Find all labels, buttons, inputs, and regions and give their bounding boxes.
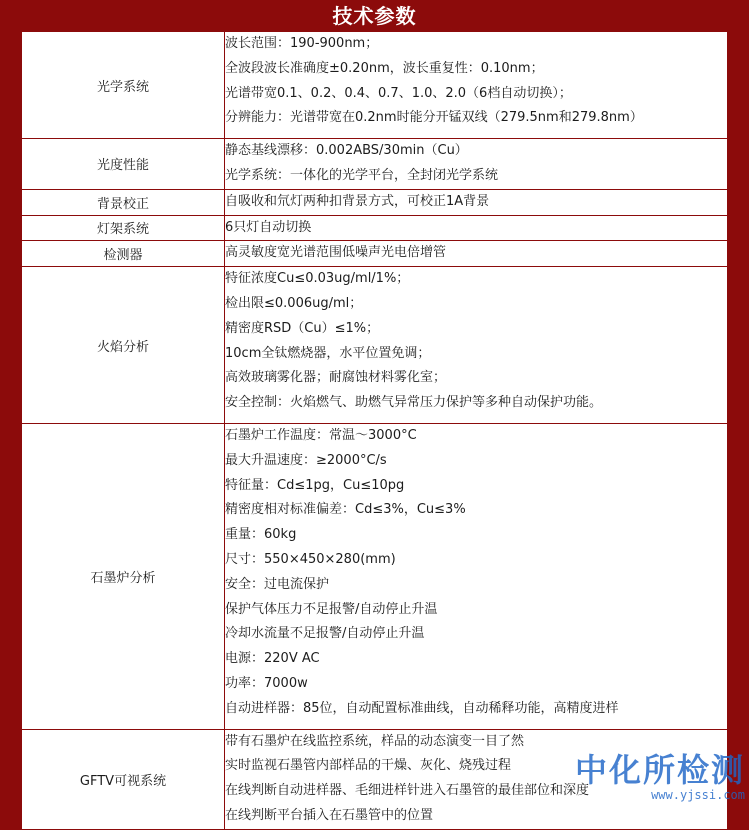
spec-detail-line: 自动进样器：85位，自动配置标准曲线，自动稀释功能，高精度进样 [225, 700, 619, 716]
spec-row [22, 729, 728, 829]
spec-details [225, 139, 728, 190]
spec-detail-line: 特征浓度Cu≤0.03ug/ml/1%； [225, 271, 410, 287]
spec-detail-line: 电源：220V AC [225, 651, 320, 667]
spec-detail-line: 高灵敏度宽光谱范围低噪声光电倍增管 [225, 245, 447, 261]
spec-detail-line: 保护气体压力不足报警/自动停止升温 [225, 601, 438, 617]
spec-detail-line: 安全：过电流保护 [225, 576, 330, 592]
spec-table [21, 31, 728, 830]
spec-detail-line: 光谱带宽0.1、0.2、0.4、0.7、1.0、2.0（6档自动切换）； [225, 85, 572, 101]
spec-detail-line: 功率：7000w [225, 675, 308, 691]
spec-detail-line: 在线判断平台插入在石墨管中的位置 [225, 807, 434, 823]
spec-detail-line: 最大升温速度：≥2000°C/s [225, 452, 387, 468]
spec-detail-line: 冷却水流量不足报警/自动停止升温 [225, 626, 425, 642]
spec-row [22, 189, 728, 215]
spec-details [225, 215, 728, 241]
spec-row [22, 215, 728, 241]
spec-category: 火焰分析 [22, 267, 225, 424]
spec-details [225, 423, 728, 729]
spec-details [225, 267, 728, 424]
spec-details [225, 32, 728, 139]
spec-detail-line: 在线判断自动进样器、毛细进样针进入石墨管的最佳部位和深度 [225, 783, 590, 799]
spec-detail-line: 高效玻璃雾化器；耐腐蚀材料雾化室； [225, 370, 447, 386]
spec-category: 检测器 [22, 241, 225, 267]
page-title: 技术参数 [332, 3, 417, 28]
spec-category: 石墨炉分析 [22, 423, 225, 729]
spec-details [225, 729, 728, 829]
watermark-text: 中化所检测 [574, 751, 745, 789]
spec-detail-line: 6只灯自动切换 [225, 219, 312, 235]
spec-category: GFTV可视系统 [22, 729, 225, 829]
spec-detail-line: 带有石墨炉在线监控系统，样品的动态演变一目了然 [225, 733, 525, 749]
spec-row [22, 139, 728, 190]
spec-detail-line: 光学系统：一体化的光学平台，全封闭光学系统 [225, 167, 499, 183]
spec-detail-line: 检出限≤0.006ug/ml； [225, 295, 363, 311]
spec-detail-line: 精密度RSD（Cu）≤1%； [225, 320, 380, 336]
spec-detail-line: 重量：60kg [225, 527, 297, 543]
spec-category: 光度性能 [22, 139, 225, 190]
spec-detail-line: 尺寸：550×450×280(mm) [225, 551, 396, 567]
spec-details [225, 241, 728, 267]
spec-detail-line: 特征量：Cd≤1pg，Cu≤10pg [225, 477, 405, 493]
spec-category: 背景校正 [22, 189, 225, 215]
spec-row [22, 32, 728, 139]
spec-detail-line: 波长范围：190-900nm； [225, 36, 379, 51]
spec-category: 光学系统 [22, 32, 225, 139]
spec-detail-line: 静态基线漂移：0.002ABS/30min（Cu） [225, 143, 468, 159]
spec-details [225, 189, 728, 215]
spec-detail-line: 实时监视石墨管内部样品的干燥、灰化、烧残过程 [225, 758, 512, 774]
spec-row [22, 241, 728, 267]
spec-detail-line: 自吸收和氘灯两种扣背景方式，可校正1A背景 [225, 193, 490, 209]
spec-row [22, 267, 728, 424]
watermark-url: www.yjssi.com [651, 788, 745, 802]
spec-detail-line: 安全控制：火焰燃气、助燃气异常压力保护等多种自动保护功能。 [225, 395, 603, 411]
spec-detail-line: 10cm全钛燃烧器，水平位置免调； [225, 345, 431, 361]
spec-category: 灯架系统 [22, 215, 225, 241]
spec-detail-line: 石墨炉工作温度：常温～3000°C [225, 427, 417, 443]
spec-detail-line: 精密度相对标准偏差：Cd≤3%，Cu≤3% [225, 502, 466, 518]
spec-row [22, 423, 728, 729]
spec-detail-line: 全波段波长准确度±0.20nm，波长重复性：0.10nm； [225, 60, 544, 76]
spec-detail-line: 分辨能力：光谱带宽在0.2nm时能分开锰双线（279.5nm和279.8nm） [225, 110, 643, 126]
